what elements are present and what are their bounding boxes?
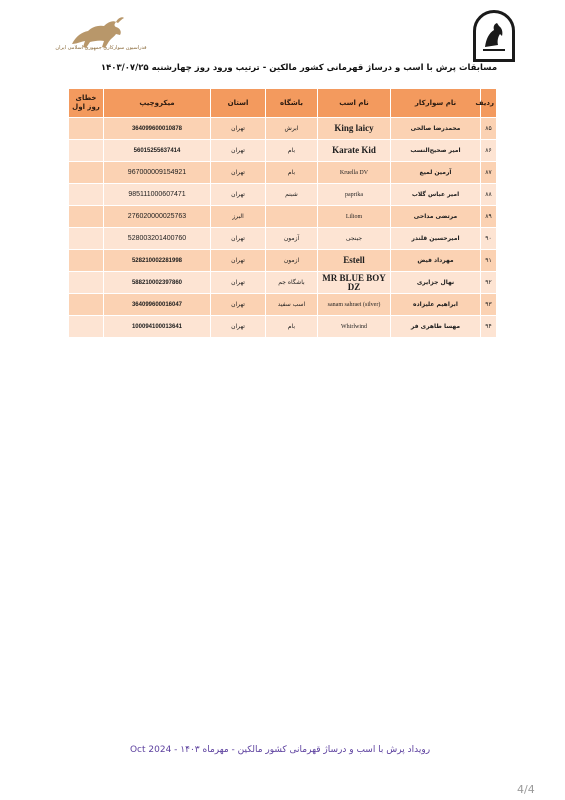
microchip: 364099600010878	[104, 118, 211, 140]
row-number: ۸۷	[481, 162, 497, 184]
horse-name: King laicy	[318, 118, 391, 140]
page-indicator: 4/4	[517, 783, 535, 796]
col-header-microchip: میکروچیپ	[104, 89, 211, 118]
col-header-club: باشگاه	[266, 89, 318, 118]
club-name: ازمون	[266, 250, 318, 272]
club-name: ابرش	[266, 118, 318, 140]
club-name	[266, 206, 318, 228]
rider-name: مرتضی مداحی	[391, 206, 481, 228]
microchip: 528003201400760	[104, 228, 211, 250]
province: تهران	[211, 272, 266, 294]
col-header-province: استان	[211, 89, 266, 118]
province: تهران	[211, 228, 266, 250]
row-number: ۸۶	[481, 140, 497, 162]
row-number: ۸۵	[481, 118, 497, 140]
page-title: مسابقات پرش با اسب و درساژ قهرمانی کشور مالکین - ترتیب ورود روز چهارشنبه ۱۴۰۳/۰۷/۲۵	[100, 63, 498, 73]
table-row	[69, 316, 497, 338]
rider-name: آرمین لمیع	[391, 162, 481, 184]
row-number: ۸۹	[481, 206, 497, 228]
row-number: ۹۳	[481, 294, 497, 316]
club-name: بام	[266, 140, 318, 162]
club-name: بام	[266, 162, 318, 184]
day1-faults	[69, 140, 104, 162]
table-row	[69, 272, 497, 294]
day1-faults	[69, 316, 104, 338]
horse-name: جینجی	[318, 228, 391, 250]
event-footer: رویداد پرش با اسب و درساژ قهرمانی کشور مالکین - مهرماه ۱۴۰۳ - 2024 Oct	[129, 745, 431, 755]
horse-name: Kruella DV	[318, 162, 391, 184]
table-header-row	[69, 89, 497, 118]
club-name: بام	[266, 316, 318, 338]
rider-name: امیر صحیح‌النسب	[391, 140, 481, 162]
rider-name: ابراهیم علیزاده	[391, 294, 481, 316]
federation-caption: فدراسیون سوارکاری جمهوری اسلامی ایران	[55, 45, 147, 51]
row-number: ۸۸	[481, 184, 497, 206]
col-header-horse: نام اسب	[318, 89, 391, 118]
microchip: 276020000025763	[104, 206, 211, 228]
province: تهران	[211, 118, 266, 140]
row-number: ۹۱	[481, 250, 497, 272]
day1-faults	[69, 272, 104, 294]
day1-faults	[69, 228, 104, 250]
day1-faults	[69, 184, 104, 206]
col-header-row-number: ردیف	[481, 89, 497, 118]
rider-name: مهرداد فیض	[391, 250, 481, 272]
province: تهران	[211, 250, 266, 272]
day1-faults	[69, 294, 104, 316]
microchip: 967000009154921	[104, 162, 211, 184]
table-row	[69, 184, 497, 206]
province: البرز	[211, 206, 266, 228]
table-row	[69, 250, 497, 272]
col-header-day1-faults: خطای روز اول	[69, 89, 104, 118]
day1-faults	[69, 162, 104, 184]
day1-faults	[69, 206, 104, 228]
province: تهران	[211, 294, 266, 316]
day1-faults	[69, 118, 104, 140]
horse-name: paprika	[318, 184, 391, 206]
province: تهران	[211, 140, 266, 162]
horse-emblem-icon	[479, 17, 509, 55]
club-name: اسب سفید	[266, 294, 318, 316]
day1-faults	[69, 250, 104, 272]
horse-name: Estell	[318, 250, 391, 272]
horse-name: Karate Kid	[318, 140, 391, 162]
table-row	[69, 140, 497, 162]
horse-name: sanam sahraei (silver)	[318, 294, 391, 316]
col-header-rider: نام سوارکار	[391, 89, 481, 118]
microchip: 588210002397860	[104, 272, 211, 294]
province: تهران	[211, 184, 266, 206]
microchip: 364099600016047	[104, 294, 211, 316]
table-row	[69, 162, 497, 184]
club-name: شبنم	[266, 184, 318, 206]
table-row	[69, 294, 497, 316]
rider-name: مهسا طاهری فر	[391, 316, 481, 338]
club-name: باشگاه جم	[266, 272, 318, 294]
table-row	[69, 118, 497, 140]
row-number: ۹۴	[481, 316, 497, 338]
rider-name: امیرحسین قلندر	[391, 228, 481, 250]
microchip: 100094100013641	[104, 316, 211, 338]
rider-name: محمدرضا صالحی	[391, 118, 481, 140]
row-number: ۹۰	[481, 228, 497, 250]
province: تهران	[211, 162, 266, 184]
table-row	[69, 228, 497, 250]
rider-name: نهال جزایری	[391, 272, 481, 294]
horse-name: Liliom	[318, 206, 391, 228]
entry-order-table	[68, 88, 497, 338]
horse-name: Whirlwind	[318, 316, 391, 338]
microchip: 528210002281998	[104, 250, 211, 272]
table-row	[69, 206, 497, 228]
row-number: ۹۲	[481, 272, 497, 294]
rider-name: امیر عباس گلاب	[391, 184, 481, 206]
province: تهران	[211, 316, 266, 338]
microchip: 985111000607471	[104, 184, 211, 206]
club-logo	[473, 10, 515, 62]
club-name: آزمون	[266, 228, 318, 250]
microchip: 56015255637414	[104, 140, 211, 162]
horse-name: MR BLUE BOY DZ	[318, 272, 391, 294]
